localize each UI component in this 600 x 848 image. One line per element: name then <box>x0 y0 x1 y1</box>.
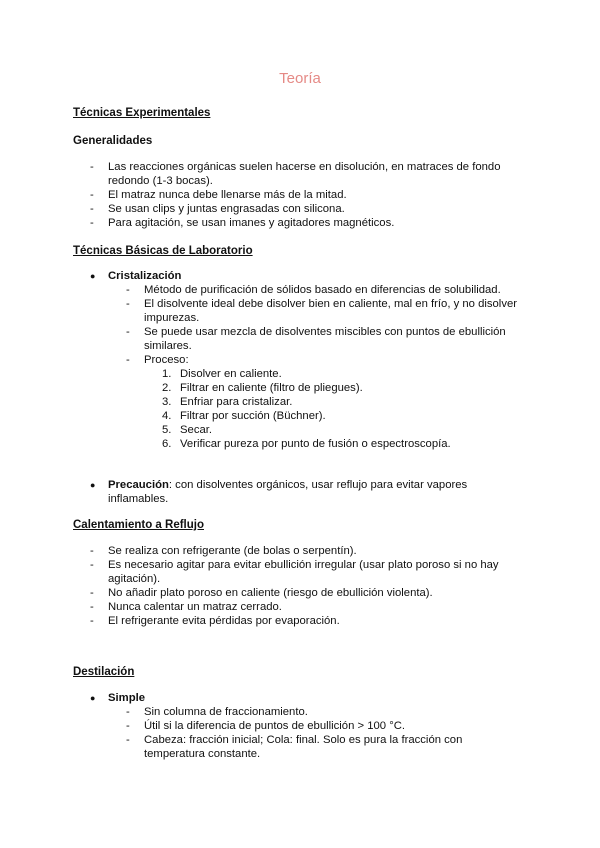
list-item <box>126 297 530 325</box>
list-item <box>90 202 510 216</box>
number-marker: 1. <box>162 368 172 380</box>
subheading-generalidades: Generalidades <box>73 135 153 147</box>
list-item <box>90 160 510 188</box>
list-item-text: Filtrar por succión (Büchner). <box>180 410 326 422</box>
section-heading-tecnicas-experimentales: Técnicas Experimentales <box>73 107 211 119</box>
list-item-text: Nunca calentar un matraz cerrado. <box>108 601 282 613</box>
list-item-text: El disolvente ideal debe disolver bien en caliente, mal en frío, y no disolver impurezas. <box>144 298 518 324</box>
dash-marker: - <box>126 706 130 718</box>
list-item <box>126 283 530 297</box>
dash-marker: - <box>126 326 130 338</box>
dash-marker: - <box>90 559 94 571</box>
bullet-marker: ● <box>90 480 96 490</box>
list-item <box>162 423 530 437</box>
list-item-text: Método de purificación de sólidos basado en diferencias de solubilidad. <box>144 284 501 296</box>
list-item-text: Útil si la diferencia de puntos de ebullición > 100 °C. <box>144 720 406 732</box>
list-item-text: Las reacciones orgánicas suelen hacerse en disolución, en matraces de fondo redondo (1-3 bocas). <box>108 161 501 187</box>
list-item <box>162 381 530 395</box>
list-item <box>90 614 530 628</box>
list-item <box>90 188 510 202</box>
number-marker: 3. <box>162 396 172 408</box>
list-item <box>126 353 530 451</box>
list-item-text: El matraz nunca debe llenarse más de la mitad. <box>108 189 347 201</box>
precaucion-text: : con disolventes orgánicos, usar reflujo para evitar vapores inflamables. <box>108 479 468 505</box>
dash-marker: - <box>90 217 94 229</box>
dash-marker: - <box>126 720 130 732</box>
dash-marker: - <box>90 601 94 613</box>
number-marker: 4. <box>162 410 172 422</box>
list-item-text: Proceso: <box>144 354 189 366</box>
list-item <box>90 586 530 600</box>
list-item-simple <box>90 691 510 761</box>
list-item-text: Filtrar en caliente (filtro de pliegues). <box>180 382 363 394</box>
cristalizacion-list <box>90 269 530 451</box>
list-item <box>162 367 530 381</box>
list-item <box>162 395 530 409</box>
simple-label: Simple <box>108 692 146 704</box>
list-item-text: No añadir plato poroso en caliente (riesgo de ebullición violenta). <box>108 587 433 599</box>
list-item-text: Verificar pureza por punto de fusión o espectroscopía. <box>180 438 451 450</box>
list-item <box>90 216 510 230</box>
list-item <box>126 705 510 719</box>
dash-marker: - <box>126 354 130 366</box>
list-item-text: Para agitación, se usan imanes y agitadores magnéticos. <box>108 217 395 229</box>
simple-sublist <box>108 705 510 761</box>
dash-marker: - <box>90 545 94 557</box>
list-item <box>162 437 530 451</box>
list-item <box>126 325 530 353</box>
list-item-text: Es necesario agitar para evitar ebullición irregular (usar plato poroso si no hay agitación). <box>108 559 499 585</box>
dash-marker: - <box>126 298 130 310</box>
list-item-text: Se realiza con refrigerante (de bolas o serpentín). <box>108 545 357 557</box>
list-item-text: Se puede usar mezcla de disolventes miscibles con puntos de ebullición similares. <box>144 326 506 352</box>
dash-marker: - <box>90 189 94 201</box>
dash-marker: - <box>90 615 94 627</box>
list-item-cristalizacion <box>90 269 530 451</box>
list-item <box>126 719 510 733</box>
dash-marker: - <box>90 203 94 215</box>
bullet-marker: ● <box>90 271 96 281</box>
list-item <box>90 544 530 558</box>
dash-marker: - <box>90 587 94 599</box>
generalidades-list <box>90 160 510 230</box>
number-marker: 5. <box>162 424 172 436</box>
precaucion-list <box>90 478 510 506</box>
dash-marker: - <box>126 284 130 296</box>
bullet-marker: ● <box>90 693 96 703</box>
dash-marker: - <box>126 734 130 746</box>
page-title: Teoría <box>279 70 321 87</box>
number-marker: 2. <box>162 382 172 394</box>
section-heading-destilacion: Destilación <box>73 666 135 678</box>
list-item-precaucion <box>90 478 510 506</box>
calentamiento-list <box>90 544 530 628</box>
proceso-list <box>144 367 530 451</box>
list-item-text: Secar. <box>180 424 213 436</box>
list-item-text: Sin columna de fraccionamiento. <box>144 706 308 718</box>
cristalizacion-sublist <box>108 283 530 451</box>
destilacion-list <box>90 691 510 761</box>
cristalizacion-label: Cristalización <box>108 270 182 282</box>
section-heading-tecnicas-basicas: Técnicas Básicas de Laboratorio <box>73 245 253 257</box>
list-item-text: Disolver en caliente. <box>180 368 282 380</box>
number-marker: 6. <box>162 438 172 450</box>
list-item <box>90 558 530 586</box>
section-heading-calentamiento: Calentamiento a Reflujo <box>73 519 204 531</box>
list-item <box>162 409 530 423</box>
list-item-text: Enfriar para cristalizar. <box>180 396 293 408</box>
list-item <box>90 600 530 614</box>
list-item-text: Cabeza: fracción inicial; Cola: final. Solo es pura la fracción con temperatura constante. <box>144 734 463 760</box>
list-item-text: El refrigerante evita pérdidas por evaporación. <box>108 615 340 627</box>
list-item-text: Se usan clips y juntas engrasadas con silicona. <box>108 203 345 215</box>
precaucion-label: Precaución <box>108 479 169 491</box>
list-item <box>126 733 510 761</box>
dash-marker: - <box>90 161 94 173</box>
